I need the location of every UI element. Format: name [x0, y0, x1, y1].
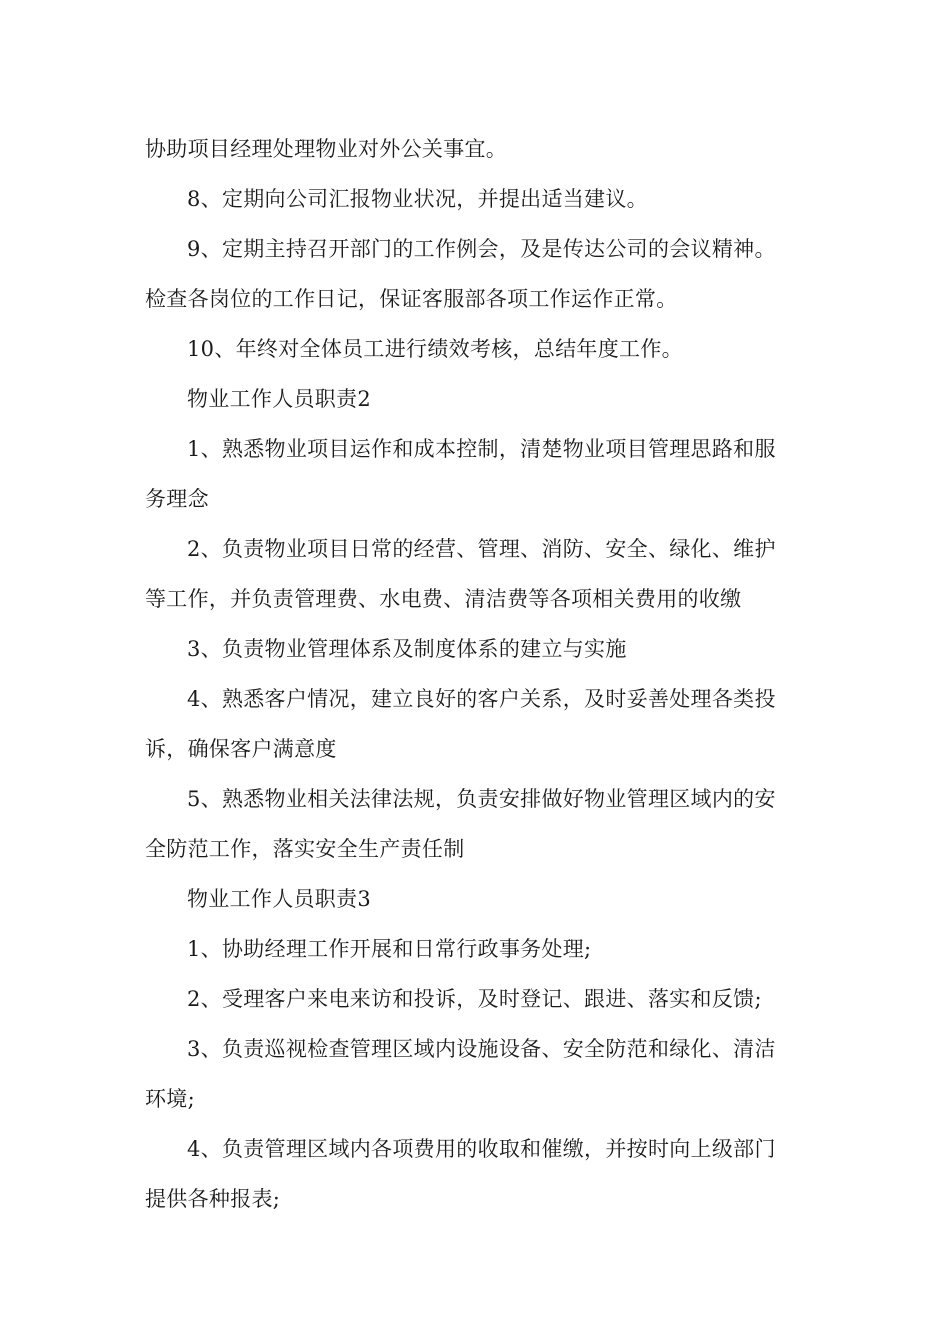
- paragraph-line: 4、负责管理区域内各项费用的收取和催缴，并按时向上级部门: [187, 1137, 776, 1161]
- paragraph-line: 检查各岗位的工作日记，保证客服部各项工作运作正常。: [145, 287, 678, 311]
- paragraph-line: 1、熟悉物业项目运作和成本控制，清楚物业项目管理思路和服: [187, 437, 776, 461]
- paragraph-line: 诉，确保客户满意度: [145, 737, 337, 761]
- paragraph-line: 4、熟悉客户情况，建立良好的客户关系，及时妥善处理各类投: [187, 687, 776, 711]
- paragraph-line: 等工作，并负责管理费、水电费、清洁费等各项相关费用的收缴: [145, 587, 742, 611]
- paragraph-line: 2、负责物业项目日常的经营、管理、消防、安全、绿化、维护: [187, 537, 776, 561]
- paragraph-line: 3、负责巡视检查管理区域内设施设备、安全防范和绿化、清洁: [187, 1037, 776, 1061]
- paragraph-line: 3、负责物业管理体系及制度体系的建立与实施: [187, 637, 627, 661]
- paragraph-line: 9、定期主持召开部门的工作例会，及是传达公司的会议精神。: [187, 237, 776, 261]
- paragraph-line: 5、熟悉物业相关法律法规，负责安排做好物业管理区域内的安: [187, 787, 776, 811]
- document-body: [145, 124, 807, 1224]
- paragraph-line: 1、协助经理工作开展和日常行政事务处理;: [187, 937, 592, 961]
- paragraph-line: 环境;: [145, 1087, 195, 1111]
- paragraph-line: 务理念: [145, 487, 209, 511]
- section-heading: 物业工作人员职责3: [187, 887, 372, 911]
- paragraph-line: 8、定期向公司汇报物业状况，并提出适当建议。: [187, 187, 648, 211]
- paragraph-line: 2、受理客户来电来访和投诉，及时登记、跟进、落实和反馈;: [187, 987, 762, 1011]
- paragraph-line: 提供各种报表;: [145, 1187, 281, 1211]
- paragraph-line: 10、年终对全体员工进行绩效考核，总结年度工作。: [187, 337, 683, 361]
- section-heading: 物业工作人员职责2: [187, 387, 372, 411]
- paragraph-line: 全防范工作，落实安全生产责任制: [145, 837, 465, 861]
- paragraph-line: 协助项目经理处理物业对外公关事宜。: [145, 137, 508, 161]
